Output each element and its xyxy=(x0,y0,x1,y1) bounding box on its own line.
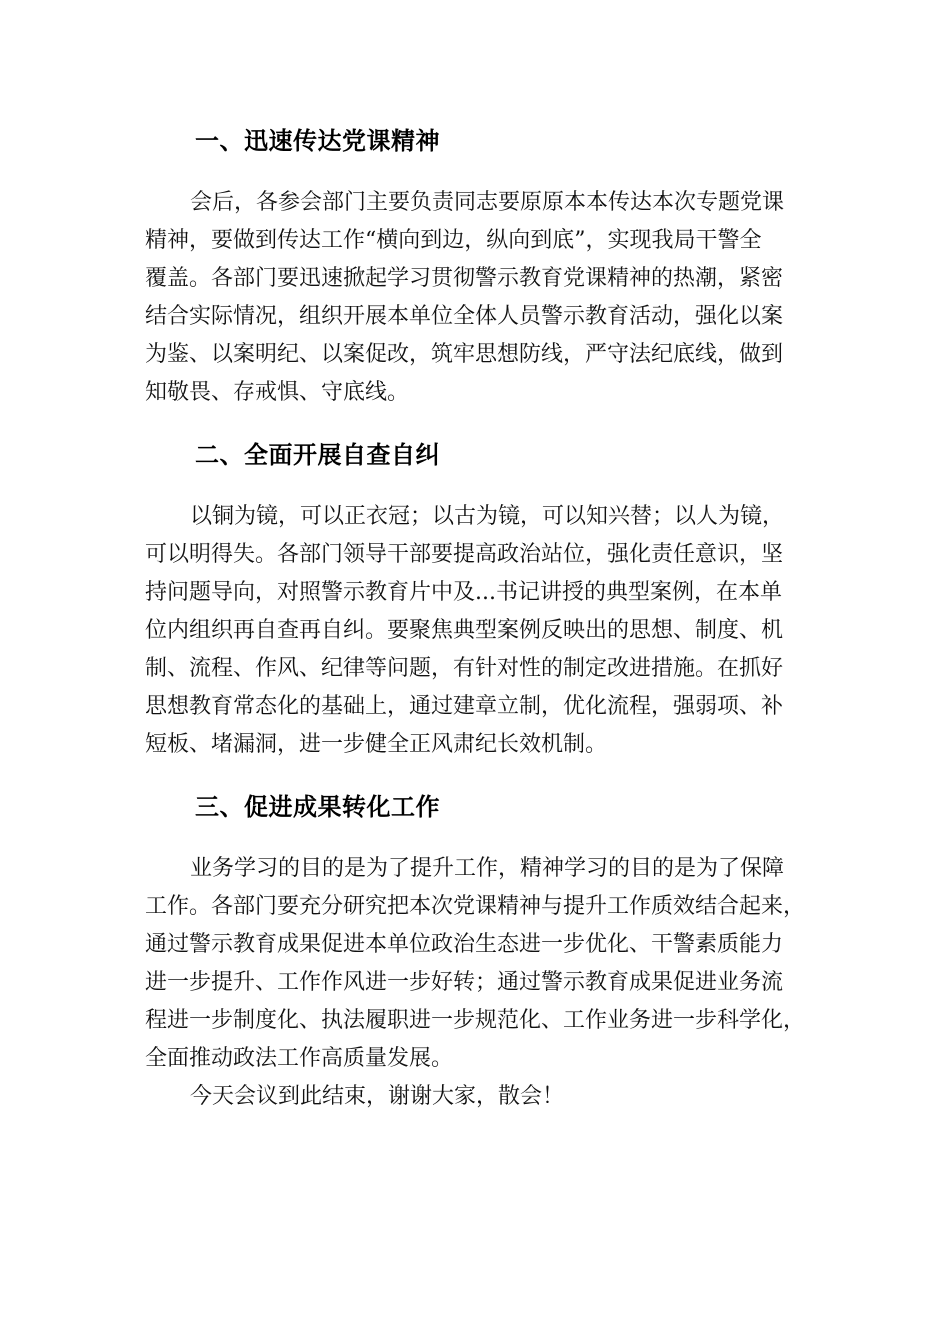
paragraph-line: 以铜为镜，可以正衣冠；以古为镜，可以知兴替；以人为镜， xyxy=(190,504,785,529)
paragraph-line: 业务学习的目的是为了提升工作，精神学习的目的是为了保障 xyxy=(190,856,785,881)
paragraph-line: 通过警示教育成果促进本单位政治生态进一步优化、干警素质能力 xyxy=(145,932,784,957)
paragraph-line: 结合实际情况，组织开展本单位全体人员警示教育活动，强化以案 xyxy=(145,304,784,329)
section-heading-2: 二、全面开展自查自纠 xyxy=(195,441,440,469)
paragraph-line: 精神，要做到传达工作“横向到边，纵向到底”，实现我局干警全 xyxy=(145,228,762,253)
section-heading-3: 三、促进成果转化工作 xyxy=(195,793,440,821)
paragraph-line: 持问题导向，对照警示教育片中及...书记讲授的典型案例，在本单 xyxy=(145,580,782,605)
paragraph-line: 工作。各部门要充分研究把本次党课精神与提升工作质效结合起来， xyxy=(145,894,806,919)
section-heading-1: 一、迅速传达党课精神 xyxy=(195,127,440,155)
paragraph-line: 思想教育常态化的基础上，通过建章立制，优化流程，强弱项、补 xyxy=(145,694,784,719)
paragraph-line: 知敬畏、存戒惧、守底线。 xyxy=(145,380,410,405)
paragraph-line: 位内组织再自查再自纠。要聚焦典型案例反映出的思想、制度、机 xyxy=(145,618,784,643)
paragraph-line: 会后，各参会部门主要负责同志要原原本本传达本次专题党课 xyxy=(190,190,785,215)
paragraph-line: 短板、堵漏洞，进一步健全正风肃纪长效机制。 xyxy=(145,732,608,757)
paragraph-line: 全面推动政法工作高质量发展。 xyxy=(145,1046,454,1071)
closing-line: 今天会议到此结束，谢谢大家，散会！ xyxy=(190,1084,565,1109)
paragraph-line: 制、流程、作风、纪律等问题，有针对性的制定改进措施。在抓好 xyxy=(145,656,784,681)
paragraph-line: 为鉴、以案明纪、以案促改，筑牢思想防线，严守法纪底线，做到 xyxy=(145,342,784,367)
paragraph-line: 可以明得失。各部门领导干部要提高政治站位，强化责任意识，坚 xyxy=(145,542,784,567)
paragraph-line: 程进一步制度化、执法履职进一步规范化、工作业务进一步科学化， xyxy=(145,1008,806,1033)
paragraph-line: 覆盖。各部门要迅速掀起学习贯彻警示教育党课精神的热潮，紧密 xyxy=(145,266,784,291)
paragraph-line: 进一步提升、工作作风进一步好转；通过警示教育成果促进业务流 xyxy=(145,970,784,995)
